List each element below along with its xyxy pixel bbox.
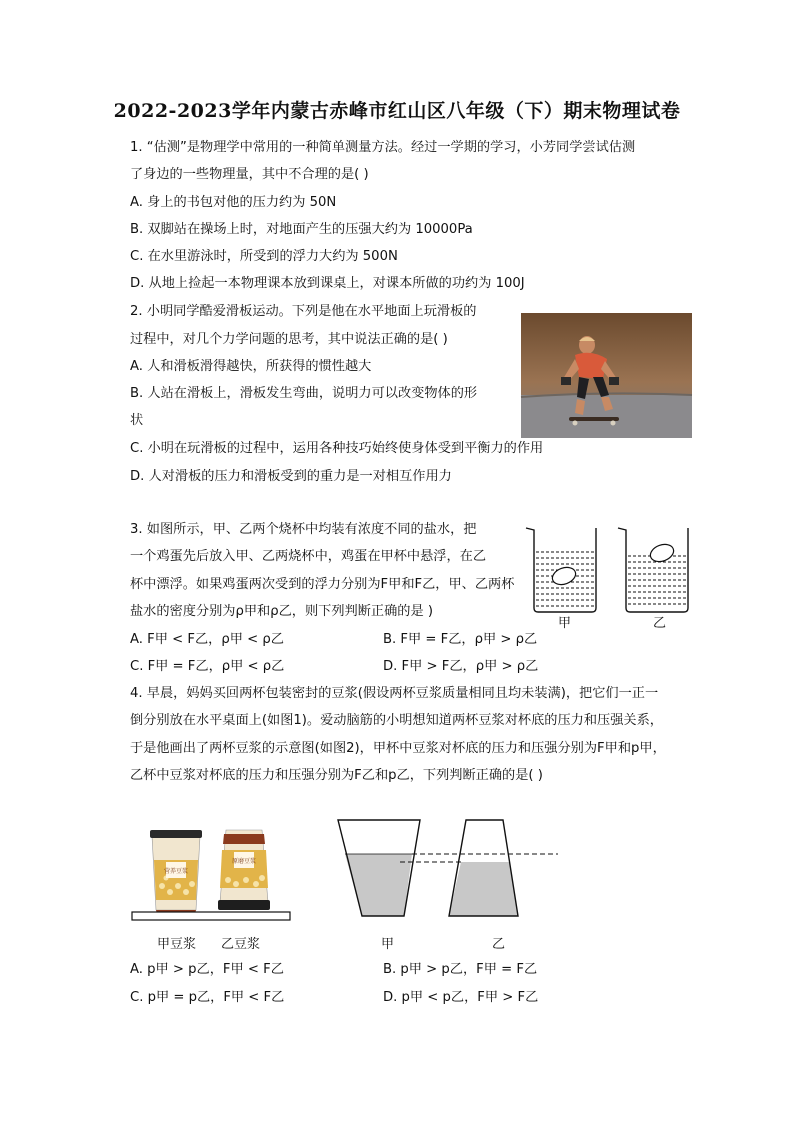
q2-stem-line2: 过程中，对几个力学问题的思考，其中说法正确的是( ) [130,332,448,347]
q4-stem-line3: 于是他画出了两杯豆浆的示意图(如图2)，甲杯中豆浆对杯底的压力和压强分别为F甲和p甲， [130,741,666,756]
q1-option-b: B. 双脚站在操场上时，对地面产生的压强大约为 10000Pa [130,222,473,237]
q4-option-c: C. p甲 = p乙，F甲 < F乙 [130,990,285,1005]
page-title: 2022-2023学年内蒙古赤峰市红山区八年级（下）期末物理试卷 [113,100,681,122]
q1-stem-line1: 1. “估测”是物理学中常用的一种简单测量方法。经过一学期的学习，小芳同学尝试估测 [130,140,636,155]
beaker-yi [618,528,688,612]
q2-stem-line1: 2. 小明同学酷爱滑板运动。下列是他在水平地面上玩滑板的 [130,304,477,319]
q4-stem-line4: 乙杯中豆浆对杯底的压力和压强分别为F乙和p乙，下列判断正确的是( ) [130,768,543,783]
beaker-label-jia: 甲 [558,616,572,631]
diagram-label-yi: 乙 [492,937,506,952]
cup-jia-liquid [345,854,412,916]
soymilk-cups-photo [130,826,292,922]
cup-yi [218,830,270,910]
q4-option-d: D. p甲 < p乙，F甲 > F乙 [383,990,539,1005]
q3-option-d: D. F甲 > F乙，ρ甲 > ρ乙 [383,659,539,674]
q2-option-b-line2: 状 [130,413,144,428]
q4-stem-line2: 倒分别放在水平桌面上(如图1)。爱动脑筋的小明想知道两杯豆浆对杯底的压力和压强关系， [130,713,663,728]
photo-label-yi: 乙豆浆 [221,937,261,952]
cup-jia [150,830,202,914]
q4-option-b: B. p甲 > p乙，F甲 = F乙 [383,962,538,977]
q3-stem-line1: 3. 如图所示，甲、乙两个烧杯中均装有浓度不同的盐水，把 [130,522,477,537]
beakers-diagram [524,526,694,616]
q1-option-a: A. 身上的书包对他的压力约为 50N [130,195,337,210]
q3-option-b: B. F甲 = F乙，ρ甲 > ρ乙 [383,632,538,647]
cup-yi-liquid [449,862,518,916]
skateboard-photo [521,313,692,438]
q1-option-d: D. 从地上捡起一本物理课本放到课桌上，对课本所做的功约为 100J [130,276,525,291]
cup-yi-text: 原磨豆浆 [231,858,257,865]
q2-option-b-line1: B. 人站在滑板上，滑板发生弯曲，说明力可以改变物体的形 [130,386,478,401]
photo-label-jia: 甲豆浆 [157,937,197,952]
q4-option-a: A. p甲 > p乙，F甲 < F乙 [130,962,284,977]
q3-stem-line3: 杯中漂浮。如果鸡蛋两次受到的浮力分别为F甲和F乙，甲、乙两杯 [130,577,515,592]
q3-option-c: C. F甲 = F乙，ρ甲 < ρ乙 [130,659,285,674]
table-surface [132,912,290,920]
q4-stem-line1: 4. 早晨，妈妈买回两杯包装密封的豆浆(假设两杯豆浆质量相同且均未装满)，把它们一正一 [130,686,659,701]
q2-option-a: A. 人和滑板滑得越快，所获得的惯性越大 [130,359,372,374]
q3-option-a: A. F甲 < F乙，ρ甲 < ρ乙 [130,632,284,647]
q2-option-d: D. 人对滑板的压力和滑板受到的重力是一对相互作用力 [130,469,452,484]
diagram-label-jia: 甲 [381,937,395,952]
cups-section-diagram [336,818,560,918]
q3-stem-line2: 一个鸡蛋先后放入甲、乙两烧杯中，鸡蛋在甲杯中悬浮，在乙 [130,549,487,564]
beaker-label-yi: 乙 [653,616,667,631]
q1-stem-line2: 了身边的一些物理量，其中不合理的是( ) [130,167,369,182]
cup-jia-text: 营养豆浆 [163,868,189,875]
q2-option-c: C. 小明在玩滑板的过程中，运用各种技巧始终使身体受到平衡力的作用 [130,441,544,456]
beaker-jia [526,528,596,612]
q3-stem-line4: 盐水的密度分别为ρ甲和ρ乙，则下列判断正确的是 ) [130,604,434,619]
q1-option-c: C. 在水里游泳时，所受到的浮力大约为 500N [130,249,398,264]
